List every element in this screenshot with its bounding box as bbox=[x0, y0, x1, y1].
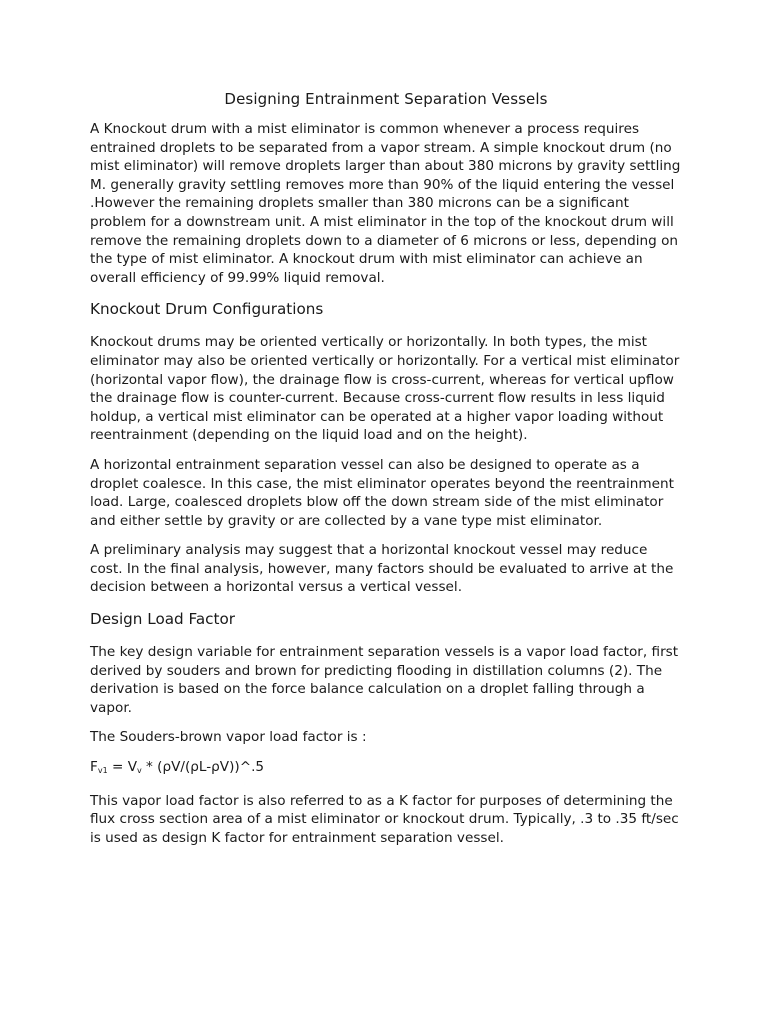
formula-v-subscript: v bbox=[137, 766, 142, 776]
document-page bbox=[90, 88, 682, 858]
formula-f: F bbox=[90, 759, 98, 776]
configurations-paragraph-2: A horizontal entrainment separation vessel can also be designed to operate as a droplet coalesce. In this case, the mist eliminator operates beyond the reentrainment load. Large, coalesced droplets blow off the down stream side of the mist eliminator and either settle by gravity or are collected by a vane type mist eliminator. bbox=[90, 456, 674, 529]
load-factor-paragraph-3: This vapor load factor is also referred to as a K factor for purposes of determining the flux cross section area of a mist eliminator or knockout drum. Typically, .3 to .35 ft/sec is used as design K factor for entrainment separation vessel. bbox=[90, 792, 679, 846]
document-title: Designing Entrainment Separation Vessels bbox=[224, 90, 548, 108]
formula-density-ratio: * (ρV/(ρL-ρV))^.5 bbox=[141, 759, 265, 776]
load-factor-paragraph-2: The Souders-brown vapor load factor is : bbox=[90, 729, 367, 746]
section-heading-knockout-drum-configurations: Knockout Drum Configurations bbox=[90, 300, 324, 319]
formula-f-subscript: v1 bbox=[97, 766, 108, 776]
section-heading-design-load-factor: Design Load Factor bbox=[90, 610, 236, 629]
configurations-paragraph-3: A preliminary analysis may suggest that a horizontal knockout vessel may reduce cost. In the final analysis, however, many factors should be evaluated to arrive at the decision between a horizontal versus a vertical vessel. bbox=[90, 542, 674, 596]
load-factor-paragraph-1: The key design variable for entrainment separation vessels is a vapor load factor, first derived by souders and brown for predicting flooding in distillation columns (2). The derivation is based on the force balance calculation on a droplet falling through a vapor. bbox=[90, 644, 679, 716]
intro-paragraph: A Knockout drum with a mist eliminator is common whenever a process requires entrained droplets to be separated from a vapor stream. A simple knockout drum (no mist eliminator) will remove droplets larger than about 380 microns by gravity settling M. generally gravity settling removes more than 90% of the liquid entering the vessel .However the remaining droplets smaller than 380 microns can be a significant problem for a downstream unit. A mist eliminator in the top of the knockout drum will remove the remaining droplets down to a diameter of 6 microns or less, depending on the type of mist eliminator. A knockout drum with mist eliminator can achieve an overall efficiency of 99.99% liquid removal. bbox=[90, 121, 681, 286]
formula-equals-v: = V bbox=[107, 759, 137, 776]
souders-brown-formula bbox=[90, 758, 682, 781]
configurations-paragraph-1: Knockout drums may be oriented vertically or horizontally. In both types, the mist eliminator may also be oriented vertically or horizontally. For a vertical mist eliminator (horizontal vapor flow), the drainage flow is cross-current, whereas for vertical upflow the drainage flow is counter-current. Because cross-current flow results in less liquid holdup, a vertical mist eliminator can be operated at a higher vapor loading without reentrainment (depending on the liquid load and on the height). bbox=[90, 334, 680, 444]
